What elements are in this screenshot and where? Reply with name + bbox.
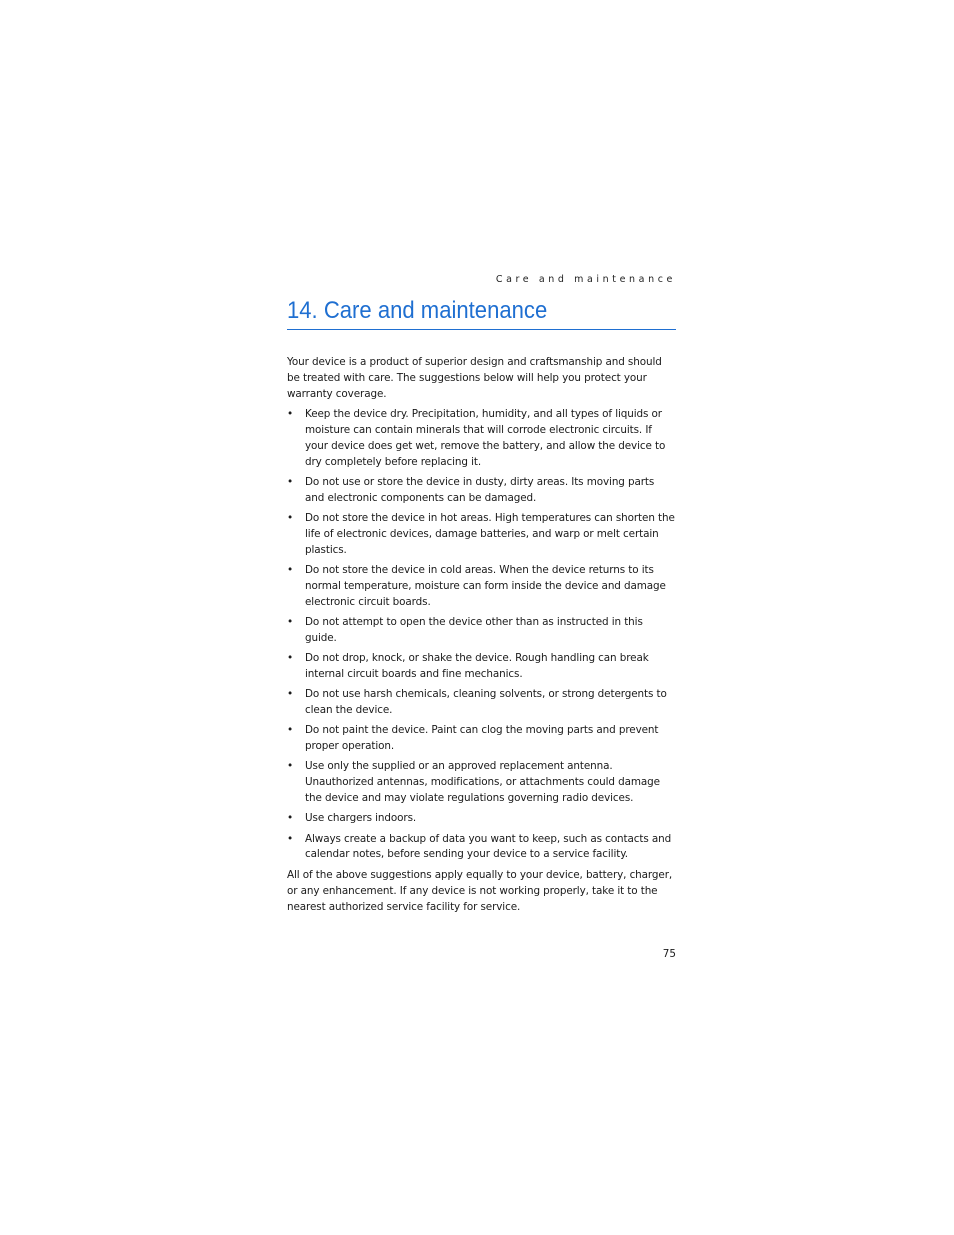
bullet-icon: •	[287, 688, 294, 701]
list-item-text: Use only the supplied or an approved replacement antenna. Unauthorized antennas, modifications, or attachments could damage the device and may violate regulations governing radio devices.	[305, 760, 660, 804]
closing-paragraph: All of the above suggestions apply equally to your device, battery, charger, or any enhancement. If any device is not working properly, take it to the nearest authorized service facility for service.	[287, 869, 673, 913]
bullet-icon: •	[287, 652, 294, 665]
bullet-icon: •	[287, 408, 294, 421]
bullet-icon: •	[287, 615, 294, 628]
list-item	[287, 511, 676, 558]
list-item-text: Do not paint the device. Paint can clog the moving parts and prevent proper operation.	[305, 724, 659, 753]
list-item-text: Use chargers indoors.	[305, 812, 417, 825]
list-item	[287, 563, 676, 610]
list-item	[287, 615, 676, 647]
bullet-icon: •	[287, 564, 294, 577]
list-item-text: Do not attempt to open the device other than as instructed in this guide.	[305, 615, 643, 644]
list-item-text: Do not store the device in cold areas. When the device returns to its normal temperature, moisture can form inside the device and damage electronic circuit boards.	[305, 564, 666, 608]
bullet-icon: •	[287, 832, 294, 845]
care-list	[287, 407, 676, 863]
intro-paragraph: Your device is a product of superior design and craftsmanship and should be treated with care. The suggestions below will help you protect your warranty coverage.	[287, 356, 662, 400]
list-item	[287, 759, 676, 806]
list-item-text: Keep the device dry. Precipitation, humidity, and all types of liquids or moisture can contain minerals that will corrode electronic circuits. If your device does get wet, remove the battery, and allow the device to dry completely before replacing it.	[305, 408, 666, 468]
list-item-text: Always create a backup of data you want to keep, such as contacts and calendar notes, before sending your device to a service facility.	[305, 832, 672, 861]
running-header: Care and maintenance	[495, 274, 676, 285]
chapter-title: 14. Care and maintenance	[287, 297, 548, 324]
bullet-icon: •	[287, 476, 294, 489]
list-item	[287, 723, 676, 755]
list-item	[287, 407, 676, 470]
list-item-text: Do not use harsh chemicals, cleaning solvents, or strong detergents to clean the device.	[305, 688, 667, 716]
list-item	[287, 811, 676, 827]
list-item	[287, 475, 676, 507]
bullet-icon: •	[287, 760, 294, 773]
list-item	[287, 687, 676, 719]
bullet-icon: •	[287, 724, 294, 737]
list-item	[287, 651, 676, 683]
bullet-icon: •	[287, 512, 294, 525]
title-rule	[287, 329, 676, 330]
list-item	[287, 832, 676, 864]
list-item-text: Do not use or store the device in dusty, dirty areas. Its moving parts and electronic components can be damaged.	[305, 476, 655, 504]
list-item-text: Do not drop, knock, or shake the device. Rough handling can break internal circuit boards and fine mechanics.	[305, 652, 649, 680]
page-number: 75	[662, 948, 676, 960]
body-text	[287, 355, 676, 921]
list-item-text: Do not store the device in hot areas. High temperatures can shorten the life of electronic devices, damage batteries, and warp or melt certain plastics.	[305, 512, 675, 556]
bullet-icon: •	[287, 812, 294, 825]
